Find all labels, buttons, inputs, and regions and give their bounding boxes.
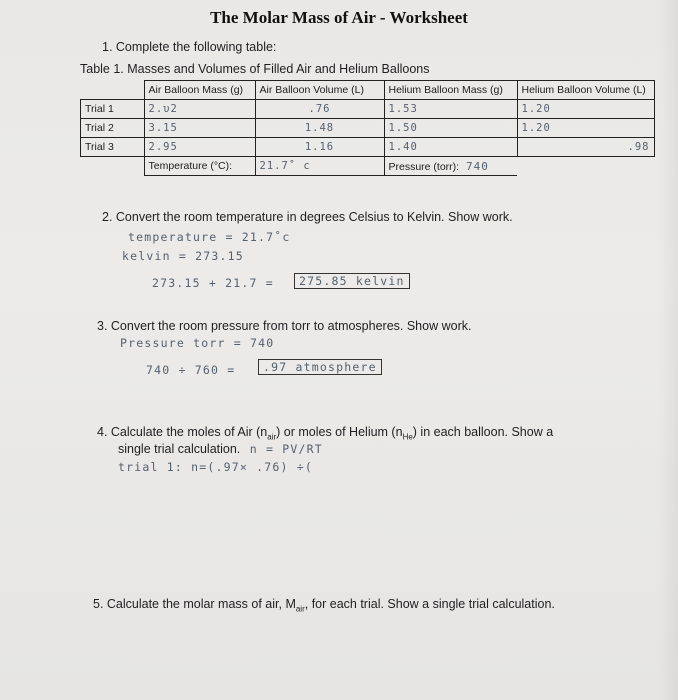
header-air-volume: Air Balloon Volume (L): [255, 81, 384, 100]
cell-he-mass: 1.53: [384, 100, 517, 119]
q3-answer: .97 atmosphere: [258, 359, 382, 375]
cell-he-volume: 1.20: [517, 100, 654, 119]
q4-text-c: ) in each balloon. Show a: [412, 425, 554, 439]
q3-line-1: Pressure torr = 740: [120, 336, 275, 350]
q4-formula: n = PV/RT: [249, 442, 323, 456]
row-label: Trial 2: [81, 119, 145, 138]
q2-calc: 273.15 + 21.7 =: [152, 276, 274, 290]
cell-air-volume: 1.48: [255, 119, 384, 138]
table-row: [81, 119, 655, 138]
cell-he-mass: 1.50: [384, 119, 517, 138]
q4-sub-air: air: [267, 432, 277, 442]
q2-line-1: temperature = 21.7˚c: [128, 230, 291, 244]
q5-text-b: , for each trial. Show a single trial calculation.: [304, 597, 555, 611]
question-5: [93, 597, 555, 614]
q5-sub: air: [295, 604, 305, 614]
q4-text-a: 4. Calculate the moles of Air (n: [97, 425, 268, 439]
cell-he-mass: 1.40: [384, 138, 517, 157]
q4-text-line-2: single trial calculation.: [118, 442, 241, 456]
cell-air-mass: 2.υ2: [144, 100, 255, 119]
question-1: 1. Complete the following table:: [102, 40, 277, 54]
header-air-mass: Air Balloon Mass (g): [144, 81, 255, 100]
q3-calc: 740 ÷ 760 =: [146, 363, 236, 377]
page-shadow: [658, 0, 678, 700]
cell-he-volume: 1.20: [517, 119, 654, 138]
row-label: Trial 1: [81, 100, 145, 119]
q4-line-1: trial 1: n=(.97× .76) ÷(: [118, 460, 313, 474]
temperature-label: Temperature (°C):: [144, 157, 255, 176]
pressure-value: 740: [466, 159, 489, 173]
row-label: Trial 3: [81, 138, 145, 157]
data-table: [80, 80, 655, 176]
pressure-label: [384, 157, 517, 176]
cell-air-mass: 2.95: [144, 138, 255, 157]
question-3: 3. Convert the room pressure from torr to atmospheres. Show work.: [97, 319, 472, 333]
pressure-label-text: Pressure (torr):: [388, 160, 460, 173]
q4-text-b: ) or moles of Helium (n: [276, 425, 403, 439]
table-caption: Table 1. Masses and Volumes of Filled Air and Helium Balloons: [80, 62, 430, 76]
table-row: [81, 100, 655, 119]
question-2: 2. Convert the room temperature in degrees Celsius to Kelvin. Show work.: [102, 210, 513, 224]
header-he-mass: Helium Balloon Mass (g): [384, 81, 517, 100]
cell-air-mass: 3.15: [144, 119, 255, 138]
q4-sub-he: He: [402, 432, 413, 442]
question-4-line-2: [118, 442, 323, 456]
question-4: [97, 425, 553, 442]
q2-answer: 275.85 kelvin: [294, 273, 410, 289]
cell-air-volume: 1.16: [255, 138, 384, 157]
temperature-value: 21.7˚ c: [255, 157, 384, 176]
cell-he-volume: .98: [517, 138, 654, 157]
q5-text-a: 5. Calculate the molar mass of air, M: [93, 597, 296, 611]
q2-line-2: kelvin = 273.15: [122, 249, 244, 263]
table-row: [81, 138, 655, 157]
cell-air-volume: .76: [255, 100, 384, 119]
header-he-volume: Helium Balloon Volume (L): [517, 81, 654, 100]
page-title: The Molar Mass of Air - Worksheet: [210, 8, 468, 27]
